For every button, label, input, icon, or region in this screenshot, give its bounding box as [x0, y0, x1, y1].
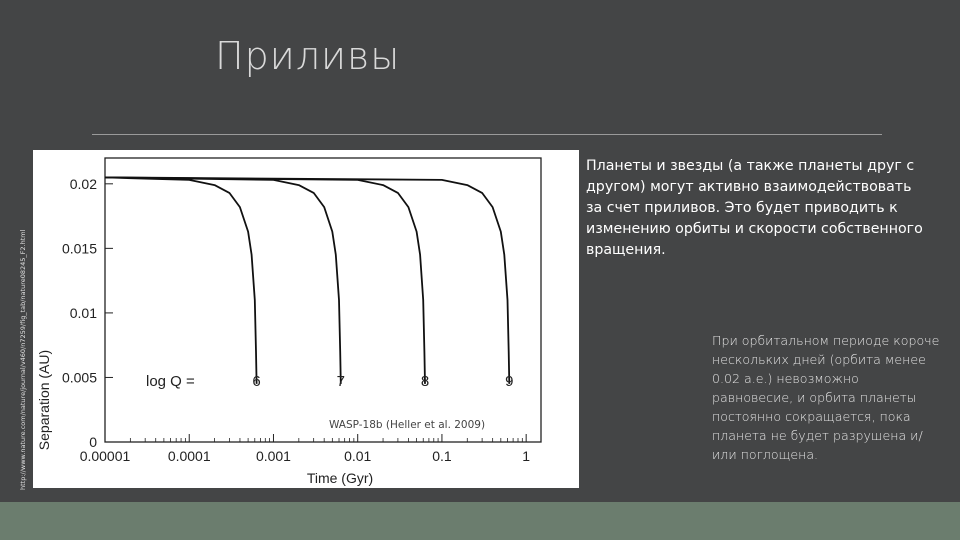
source-url: http://www.nature.com/nature/journal/v460/n7259/fig_tab/nature08245_F2.html — [19, 229, 27, 490]
series-line-logq-7 — [105, 177, 341, 384]
series-label-logq-8: 8 — [420, 373, 430, 390]
series-line-logq-8 — [105, 177, 425, 384]
slide-title: Приливы — [215, 34, 401, 78]
plot-frame — [105, 158, 541, 442]
y-tick-label: 0.02 — [69, 175, 97, 192]
chart-svg — [33, 150, 579, 488]
series-line-logq-6 — [105, 177, 257, 384]
series-label-logq-7: 7 — [336, 373, 345, 390]
x-tick-label: 0.001 — [255, 448, 291, 464]
x-tick-label: 1 — [522, 448, 531, 464]
orbital-period-note: При орбитальном периоде короче нескольких дней (орбита менее 0.02 а.е.) невозможно равновесие, и орбита планеты постоянно сокращается, пока планета не будет разрушена и/или поглощена. — [712, 333, 940, 462]
x-tick-label: 0.1 — [432, 448, 452, 464]
y-tick-label: 0.015 — [61, 240, 97, 257]
series-line-logq-9 — [105, 177, 509, 384]
y-tick-label: 0.005 — [61, 369, 97, 386]
series-label-logq-6: 6 — [252, 373, 261, 390]
tides-description: Планеты и звезды (а также планеты друг с другом) могут активно взаимодействовать за счет приливов. Это будет приводить к изменению орбиты и скорости собственного вращения. — [586, 158, 923, 258]
x-tick-label: 0.01 — [344, 448, 372, 464]
bottom-bar — [0, 502, 960, 540]
y-tick-label: 0.01 — [69, 304, 97, 321]
tidal-decay-chart — [33, 150, 579, 488]
title-divider — [92, 134, 882, 135]
chart-caption: WASP-18b (Heller et al. 2009) — [329, 419, 486, 431]
log-q-label: log Q = — [146, 373, 195, 390]
y-axis-label: Separation (AU) — [36, 349, 52, 451]
x-axis-label: Time (Gyr) — [306, 470, 374, 486]
x-tick-label: 0.0001 — [167, 448, 211, 464]
y-tick-label: 0 — [89, 434, 97, 450]
x-tick-label: 0.00001 — [79, 448, 131, 464]
series-label-logq-9: 9 — [505, 373, 514, 390]
